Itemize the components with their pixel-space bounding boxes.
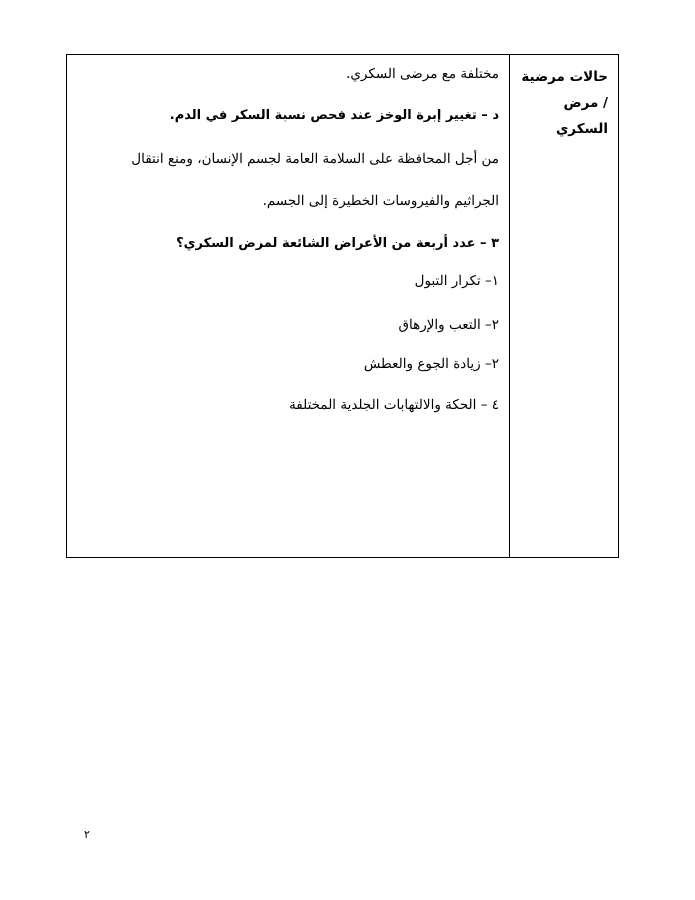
answer-item-3: ٢– زيادة الجوع والعطش — [363, 356, 499, 372]
question-line: ٣ – عدد أربعة من الأعراض الشائعة لمرض السكري؟ — [176, 236, 499, 251]
answer-item-4: ٤ – الحكة والالتهابات الجلدية المختلفة — [289, 397, 499, 413]
side-heading-cell — [509, 55, 618, 557]
answer-item-1: ١– تكرار التبول — [414, 273, 499, 289]
content-table — [66, 54, 619, 558]
content-line-1: مختلفة مع مرضى السكري. — [346, 66, 499, 82]
page-number: ٢ — [84, 828, 90, 841]
side-heading-line-2: / مرض السكري — [555, 95, 608, 137]
answer-item-2: ٢– التعب والإرهاق — [398, 317, 499, 333]
content-line-2: د – تغيير إبرة الوخز عند فحص نسبة السكر في الدم. — [169, 108, 499, 123]
content-line-4: الجراثيم والفيروسات الخطيرة إلى الجسم. — [262, 193, 499, 209]
main-content-cell — [67, 55, 509, 557]
side-heading-line-1: حالات مرضية — [521, 69, 608, 85]
content-line-3: من أجل المحافظة على السلامة العامة لجسم الإنسان، ومنع انتقال — [131, 151, 499, 167]
